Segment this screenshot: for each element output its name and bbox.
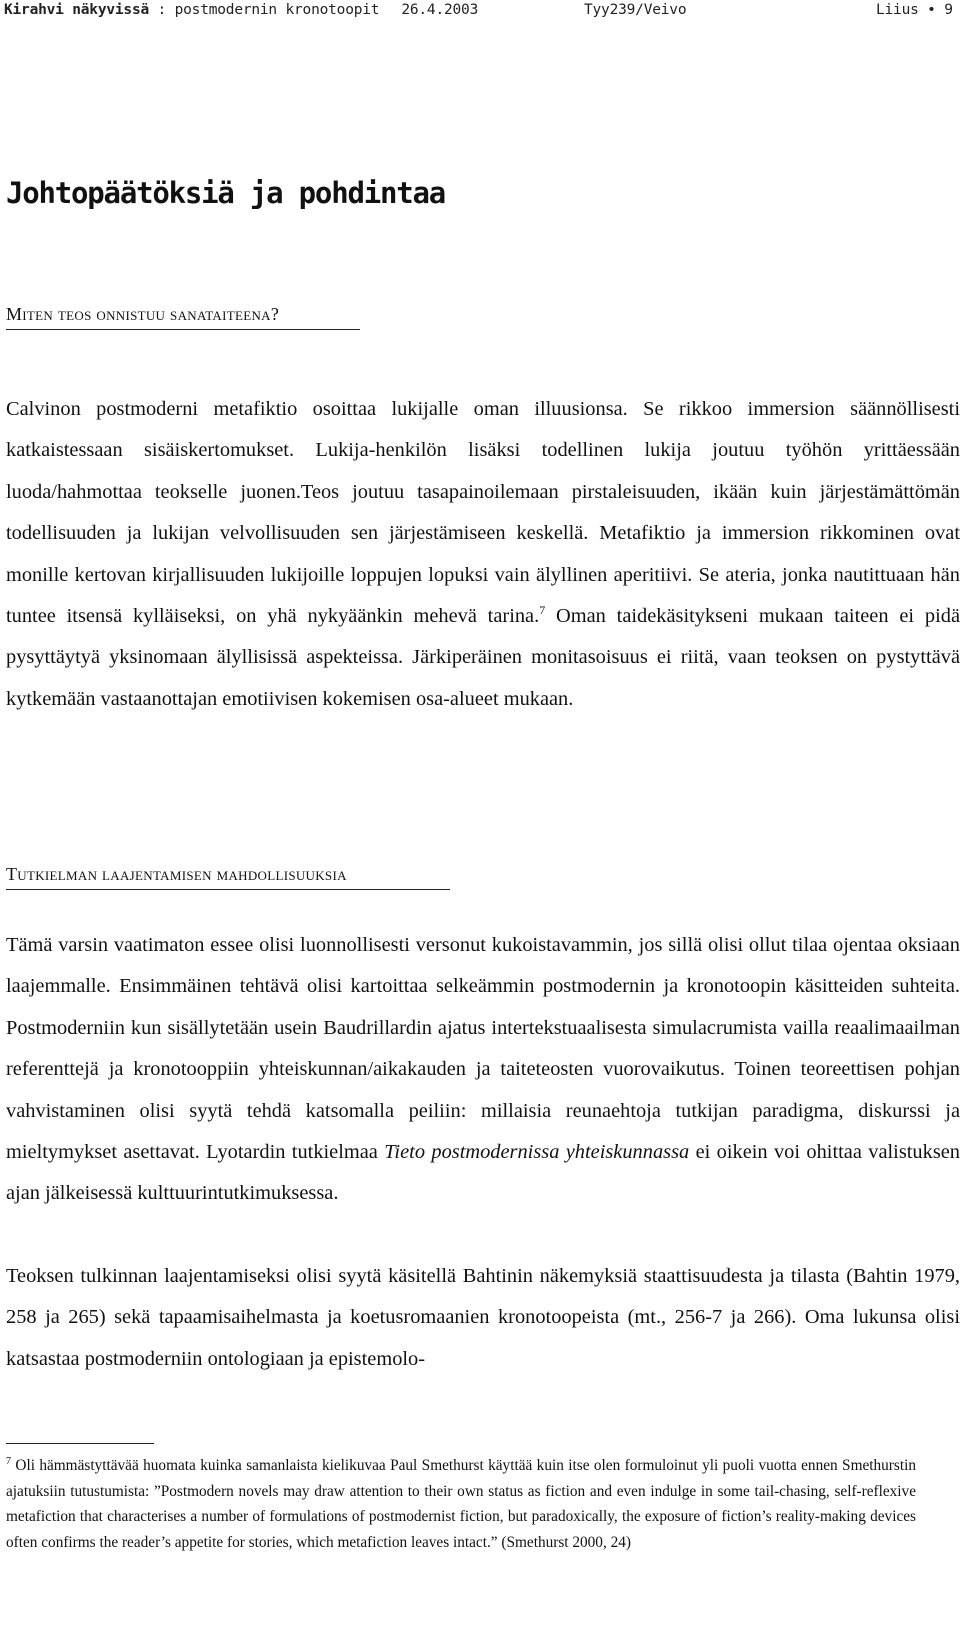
footnote [6,1453,916,1555]
section-heading-laajentaminen: Tutkielman laajentamisen mahdollisuuksia [6,864,450,890]
section-heading-sanataide: Miten teos onnistuu sanataiteena? [6,304,360,330]
body-paragraph-metafiction [6,389,960,720]
paragraph-text: Oman taidekäsitykseni mukaan taiteen ei pidä pysyttäytyä yksinomaan älyllisissä aspekteissa. Järkiperäinen monitasoisuus ei riitä, vaan teoksen on pystyttävä kytkemään vastaanottajan emotiivisen kokemisen osa-alueet mukaan. [6,605,960,710]
header-page-number: Liius • 9 [876,2,953,18]
body-paragraph-extension [6,925,960,1215]
paragraph-text: Tämä varsin vaatimaton essee olisi luonnollisesti versonut kukoistavammin, jos sillä olisi ollut tilaa ojentaa oksiaan laajemmalle. Ensimmäinen tehtävä olisi kartoittaa selkeämmin postmodernin ja kronotoopin käsitteiden suhteita. Postmoderniin kun sisällytetään usein Baudrillardin ajatus intertekstuaalisesta simulacrumista vailla reaalimaailman referenttejä ja kronotooppiin yhteiskunnan/aikakauden ja taiteteosten vuorovaikutus. Toinen teoreettisen pohjan vahvistaminen olisi syytä tehdä katsomalla peiliin: millaisia reunaehtoja tutkijan paradigma, diskurssi ja mieltymykset asettavat. Lyotardin tutkielmaa [6,934,960,1164]
book-title-italic: Tieto postmodernissa yhteiskunnassa [384,1141,690,1164]
chapter-title: Johtopäätöksiä ja pohdintaa [6,176,446,210]
header-document-title [4,2,478,18]
header-title-rest: : postmodernin kronotoopit [149,2,380,18]
header-title-bold: Kirahvi näkyvissä [4,2,150,18]
header-date: 26.4.2003 [401,2,479,18]
body-paragraph-bahtin: Teoksen tulkinnan laajentamiseksi olisi syytä käsitellä Bahtinin näkemyksiä staattisuudesta ja tilasta (Bahtin 1979, 258 ja 265) sekä tapaamisaihelmasta ja koetusromaanien kronotoopeista (mt., 256-7 ja 266). Oma lukunsa olisi katsastaa postmoderniin ontologiaan ja epistemolo- [6,1265,960,1370]
header-course-code: Tyy239/Veivo [584,2,687,18]
footnote-divider [6,1443,154,1444]
paragraph-text: Calvinon postmoderni metafiktio osoittaa lukijalle oman illuusionsa. Se rikkoo immersion säännöllisesti katkaistessaan sisäiskertomukset. Lukija-henkilön lisäksi todellinen lukija joutuu työhön yrittäessään luoda/hahmottaa teokselle juonen.Teos joutuu tasapainoilemaan pirstaleisuuden, ikään kuin järjestämättömän todellisuuden ja lukijan velvollisuuden sen järjestämiseen keskellä. Metafiktio ja immersion rikkominen ovat monille kertovan kirjallisuuden lukijoille loppujen lopuksi vain älyllinen aperitiivi. Se ateria, jonka nautittuaan hän tuntee itsensä kylläiseksi, on yhä nykyäänkin mehevä tarina. [6,398,960,628]
footnote-text: Oli hämmästyttävää huomata kuinka samanlaista kielikuvaa Paul Smethurst käyttää kuin itse olen formuloinut yli puoli vuotta ennen Smethurstin ajatuksiin tutustumista: ”Postmodern novels may draw attention to their own status as fiction and even indulge in some tail-chasing, self-reflexive metafiction that characterises a number of formulations of postmodernist fiction, but paradoxically, the exposure of fiction’s reality-making devices often confirms the reader’s appetite for stories, which metafiction leaves intact.” (Smethurst 2000, 24) [6,1457,916,1551]
footnote-number: 7 [6,1456,11,1467]
footnote-reference[interactable]: 7 [539,603,546,618]
running-header [4,2,953,24]
paragraph-text: ei oikein voi ohittaa valistuksen ajan jälkeisessä kulttuurintutkimuksessa. [6,1141,960,1205]
